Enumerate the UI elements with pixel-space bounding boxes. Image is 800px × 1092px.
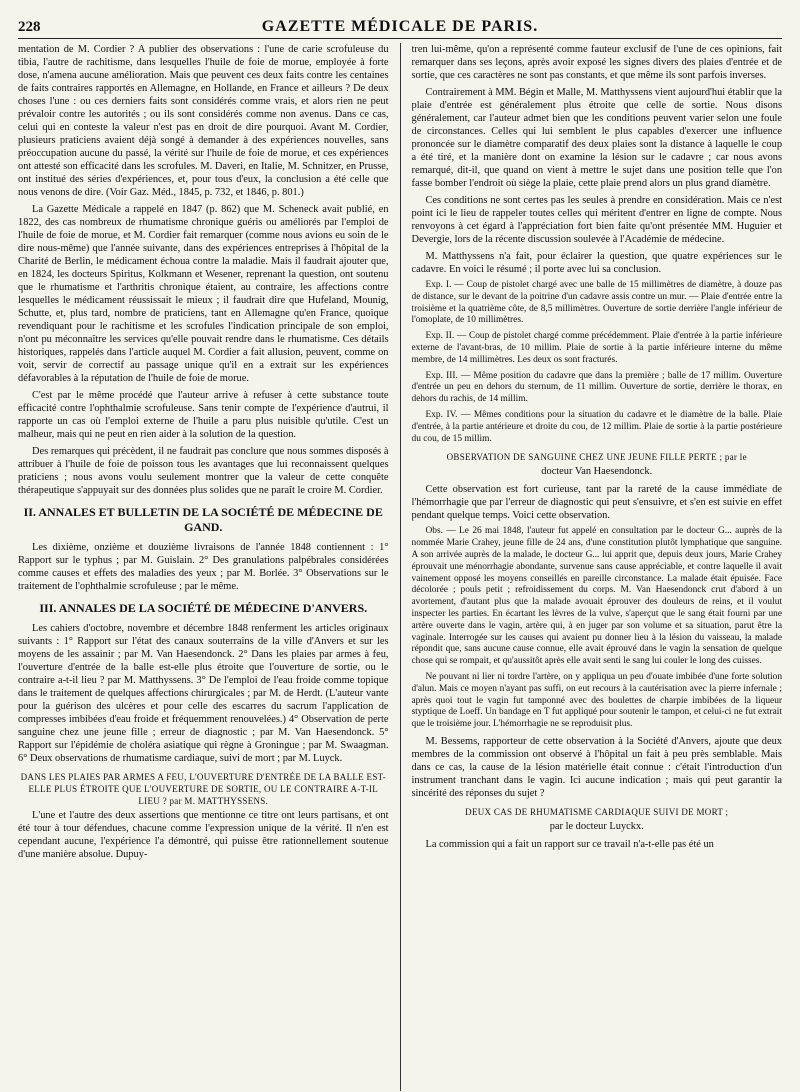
section-heading: II. ANNALES ET BULLETIN DE LA SOCIÉTÉ DE MÉDECINE DE GAND. [23, 505, 383, 534]
paragraph: Cette observation est fort curieuse, tant par la rareté de la cause immédiate de l'hémorrhagie que par l'erreur de diagnostic qui peut s'ensuivre, et s'en est suivie en effet pendant quelque temps. Voici cette observation. [411, 484, 783, 522]
paragraph: Les cahiers d'octobre, novembre et décembre 1848 renferment les articles originaux suivants : 1° Rapport sur l'état des canaux souterrains de la ville d'Anvers et sur les moyens de les assainir ; par M. Van Haesendonck. 2° Dans les plaies par armes à feu, l'ouverture d'entrée de la balle est-elle plus étroite que l'ouverture de sortie, ou le contraire a-t-il lieu ? par M. Matthyssens. 3° De l'emploi de l'eau froide comme topique dans le traitement de quelques affections chirurgicales ; par M. de Herdt. (L'auteur vante pour la guérison des ulcères et pour celle des escarres du sacrum l'application de compresses imbibées d'eau froide et fréquemment renouvelées.) 4° Observation de perte sanguine chez une jeune fille ; erreur de diagnostic ; par M. Van Haesendonck. 5° Rapport sur l'épidémie de choléra asiatique qui règne à Groningue ; par M. Swaagman. 6° Deux observations de rhumatisme cardiaque, suivi de mort ; par M. Luyck. [18, 623, 389, 764]
experiment-item: Exp. I. — Coup de pistolet chargé avec une balle de 15 millimètres de diamètre, à douze pas de distance, sur le devant de la poitrine d'un cadavre assis contre un mur. — Plaie d'entrée entre la troisième et la quatrième côte, de 8,5 millimètres. Ouverture de sortie derrière l'angle inférieur de l'omoplate, de 10 millimètres. [411, 280, 783, 326]
experiments-block [412, 280, 783, 445]
observation-block [412, 526, 783, 731]
article-subtitle: DEUX CAS DE RHUMATISME CARDIAQUE SUIVI DE MORT ; [465, 806, 729, 817]
observation-text: Ne pouvant ni lier ni tordre l'artère, on y appliqua un peu d'ouate imbibée d'une forte solution d'alun. Mais ce moyen n'ayant pas suffi, on eut recours à la cautérisation avec la pierre infernale ; après quoi tout le vagin fut tamponné avec des boulettes de charpie imbibées de la liqueur styptique de Loeff. Un bandage en T fut appliqué pour soutenir le tampon, et celui-ci ne fut extrait que le troisième jour. L'hémorrhagie ne se reproduisit plus. [411, 671, 783, 730]
paragraph: tren lui-même, qu'on a représenté comme fauteur exclusif de l'une de ces opinions, fait remarquer dans ses leçons, après avoir exposé les signes divers des plaies d'entrée et de sortie, que ces caractères ne sont pas constants, et que même ils sont parfois inverses. [411, 44, 783, 81]
experiment-item: Exp. III. — Même position du cadavre que dans la première ; balle de 17 millim. Ouverture d'entrée un peu en dehors du sternum, de 11 millim. Ouverture de sortie, derrière le thorax, en dehors du rachis, de 14 millim. [411, 370, 783, 405]
paragraph: Les dixième, onzième et douzième livraisons de l'année 1848 contiennent : 1° Rapport sur le typhus ; par M. Guislain. 2° Des granulations palpébrales considérées comme causes et effets des maladies des yeux ; par M. Borlée. 3° Observations sur le traitement de l'ophthalmie scrofuleuse ; par le même. [18, 542, 389, 592]
paragraph: Ces conditions ne sont certes pas les seules à prendre en considération. Mais ce n'est point ici le lieu de rappeler toutes celles qui méritent d'entrer en ligne de compte. Nous renvoyons à cet égard à l'appréciation fort bien faite qu'ont présentée MM. Huguier et Devergie, lors de la récente discussion soulevée à l'Académie de médecine. [411, 195, 783, 245]
paragraph: M. Bessems, rapporteur de cette observation à la Société d'Anvers, ajoute que deux membres de la commission ont observé à l'hôpital un fait à peu près semblable. Mais dans ce cas, la cause de la lésion matérielle était connue : c'était l'introduction d'un instrument tranchant dans le vagin. Ici aucune indication ; mais qui peut garantir la sincérité des réponses du sujet ? [411, 735, 783, 799]
paragraph: La commission qui a fait un rapport sur ce travail n'a-t-elle pas été un [425, 838, 714, 850]
journal-title: GAZETTE MÉDICALE DE PARIS. [261, 18, 539, 35]
left-column [18, 43, 389, 1091]
page-number: 228 [18, 19, 41, 35]
paragraph: L'une et l'autre des deux assertions que mentionne ce titre ont leurs partisans, et ont été tour à tour défendues, chacune comme l'expression unique de la vérité. Il n'en est cependant aucune, l'expérience l'a démontré, qui puisse être rationnellement soutenue d'une manière absolue. Dupuy- [18, 810, 389, 860]
paragraph: La Gazette Médicale a rappelé en 1847 (p. 862) que M. Scheneck avait publié, en 1822, des cas nombreux de rhumatisme chronique guéris ou améliorés par l'emploi de l'huile de foie de morue, et M. Cordier fait remarquer (comme nous avions eu soin de le dire nous-même) que l'année suivante, dans des expériences entreprises à l'hôpital de la Charité de Berlin, le médicament échoua contre la maladie. Mais il faudrait ajouter que, en 1824, les docteurs Spiritus, Kolkmann et Wesener, reprenant la question, ont soutenu que le rhumatisme et l'arthritis chronique étaient, au contraire, les affections contre lesquelles le médicament réussissait le mieux ; il faudrait dire que Hufeland, Mounig, Schutte, et, plus tard, nombre de praticiens, tant en Allemagne qu'en France, quoique revendiquant pour le rachitisme et les scrofules l'indication principale de son emploi, n'ont pu méconnaître les services qu'elle pouvait rendre dans le rhumatisme. Ces détails historiques, rappelés dans l'article auquel M. Cordier a fait allusion, peuvent, comme on voit, servir de correctif au passage unique qu'il en a extrait sur les expériences défavorables à la réputation de l'huile de foie de morue. [18, 204, 389, 384]
experiment-item: Exp. II. — Coup de pistolet chargé comme précédemment. Plaie d'entrée à la partie inférieure externe de l'avant-bras, de 10 millim. Plaie de sortie à la partie inférieure interne du même membre, de 14 millimètres. Les deux os sont fracturés. [411, 331, 783, 365]
page-header [18, 12, 782, 39]
paragraph: Des remarques qui précèdent, il ne faudrait pas conclure que nous sommes disposés à attribuer à l'huile de foie de poisson tous les avantages que lui reconnaissent quelques praticiens ; nous avons voulu seulement montrer que la valeur de cette conquête thérapeutique s'appuyait sur des données plus solides que ne paraît le croire M. Cordier. [18, 446, 389, 496]
observation-text: Obs. — Le 26 mai 1848, l'auteur fut appelé en consultation par le docteur G... auprès de la nommée Marie Crahey, jeune fille de 24 ans, d'une constitution plutôt lymphatique que sanguine. A son arrivée auprès de la malade, le docteur G... lui apprit que, depuis deux jours, Marie Crahey éprouvait une ménorrhagie abondante, survenue sans cause appréciable, et contre laquelle il avait vainement opposé les moyens conseillés en pareille circonstance. La malade était épuisée. Face décolorée ; pouls petit ; refroidissement du corps. M. Van Haesendonck crut d'abord à un avortement, d'autant plus que la malade avouait éprouver des douleurs de reins, et il voulut inspecter les parties. En écartant les lèvres de la vulve, s'aperçut que le sang était fourni par une artère ouverte dans le vagin, artère qui, à en juger par son volume et sa situation, parut être la vaginale. Interrogée sur les causes qui avaient pu donner lieu à la lésion du vaisseau, la malade répondit que, sans aucune cause connue, elle avait éprouvé dans le vagin la sensation de quelque chose qui se rompait, et qu'aussitôt après elle avait senti le sang lui couler le long des cuisses. [411, 526, 783, 667]
article-byline: par le docteur Luyckx. [549, 820, 644, 832]
right-column [412, 43, 783, 1091]
column-divider [400, 43, 401, 1091]
paragraph: M. Matthyssens n'a fait, pour éclairer la question, que quatre expériences sur le cadavre. En voici le résumé ; il porte avec lui sa conclusion. [411, 251, 783, 275]
experiment-item: Exp. IV. — Mêmes conditions pour la situation du cadavre et le diamètre de la balle. Plaie d'entrée, à la partie antérieure et droite du cou, de 12 millim. Plaie de sortie à la partie postérieure du cou, de 15 millim. [411, 409, 783, 444]
section-heading: III. ANNALES DE LA SOCIÉTÉ DE MÉDECINE D'ANVERS. [39, 601, 368, 615]
paragraph: Contrairement à MM. Bégin et Malle, M. Matthyssens vient aujourd'hui établir que la plaie d'entrée est généralement plus étroite que celle de sortie. Nous disons généralement, car l'auteur admet bien que les conditions peuvent varier selon une foule de circonstances. Celles qui lui semblent le plus capables d'exercer une influence prononcée sur le diamètre comparatif des deux plaies sont la distance à laquelle le coup a été tiré, et la manière dont on examine la lésion sur le cadavre ; car nous avons remarqué, dit-il, que quand on vient à mettre le sujet dans une position telle que l'on fasse bomber l'endroit où siège la plaie, cette plaie prend alors un plus grand diamètre. [411, 87, 783, 189]
article-subtitle: OBSERVATION DE SANGUINE CHEZ UNE JEUNE FILLE PERTE ; par le [446, 452, 747, 463]
paragraph: mentation de M. Cordier ? A publier des observations : l'une de carie scrofuleuse du tibia, l'autre de rachitisme, dans lesquelles l'huile de foie de morue, employée à forte dose, n'amena aucune amélioration. Mais que peuvent ces deux faits contre les centaines de faits contraires rapportés en Allemagne, en Hollande, en France et ailleurs ? De deux choses l'une : ou ces derniers faits sont considérés comme vrais, et alors rien ne peut prévaloir contre les autorités ; ou ils sont considérés comme non avenus. Dans ce cas, celui qui en conteste la valeur n'est pas en droit de dire pourquoi. Avant M. Cordier, plusieurs praticiens avaient déjà songé à demander à des expériences nouvelles, sans préoccupation aucune du passé, la vérité sur l'huile de foie de morue, et ces expériences ont attesté son efficacité dans les scrofules. M. Daveri, en Italie, M. Schnitzer, en Prusse, ont institué des séries d'expériences, et, pour tous d'eux, la conclusion a été celle que nous venons de dire. (Voir Gaz. Méd., 1845, p. 732, et 1846, p. 801.) [18, 44, 389, 198]
paragraph: C'est par le même procédé que l'auteur arrive à refuser à cette substance toute efficacité contre l'ophthalmie scrofuleuse. Sans tenir compte de l'expérience d'autrui, il rapporte un cas où l'emploi externe de l'huile a paru plus nuisible qu'utile. C'est un malheur, mais qui ne peut en rien aider à la solution de la question. [18, 390, 389, 440]
article-subtitle: DANS LES PLAIES PAR ARMES A FEU, L'OUVERTURE D'ENTRÉE DE LA BALLE EST-ELLE PLUS ÉTROITE QUE L'OUVERTURE DE SORTIE, OU LE CONTRAIRE A-T-IL LIEU ? par M. MATTHYSSENS. [20, 772, 386, 806]
article-byline: docteur Van Haesendonck. [541, 466, 653, 478]
